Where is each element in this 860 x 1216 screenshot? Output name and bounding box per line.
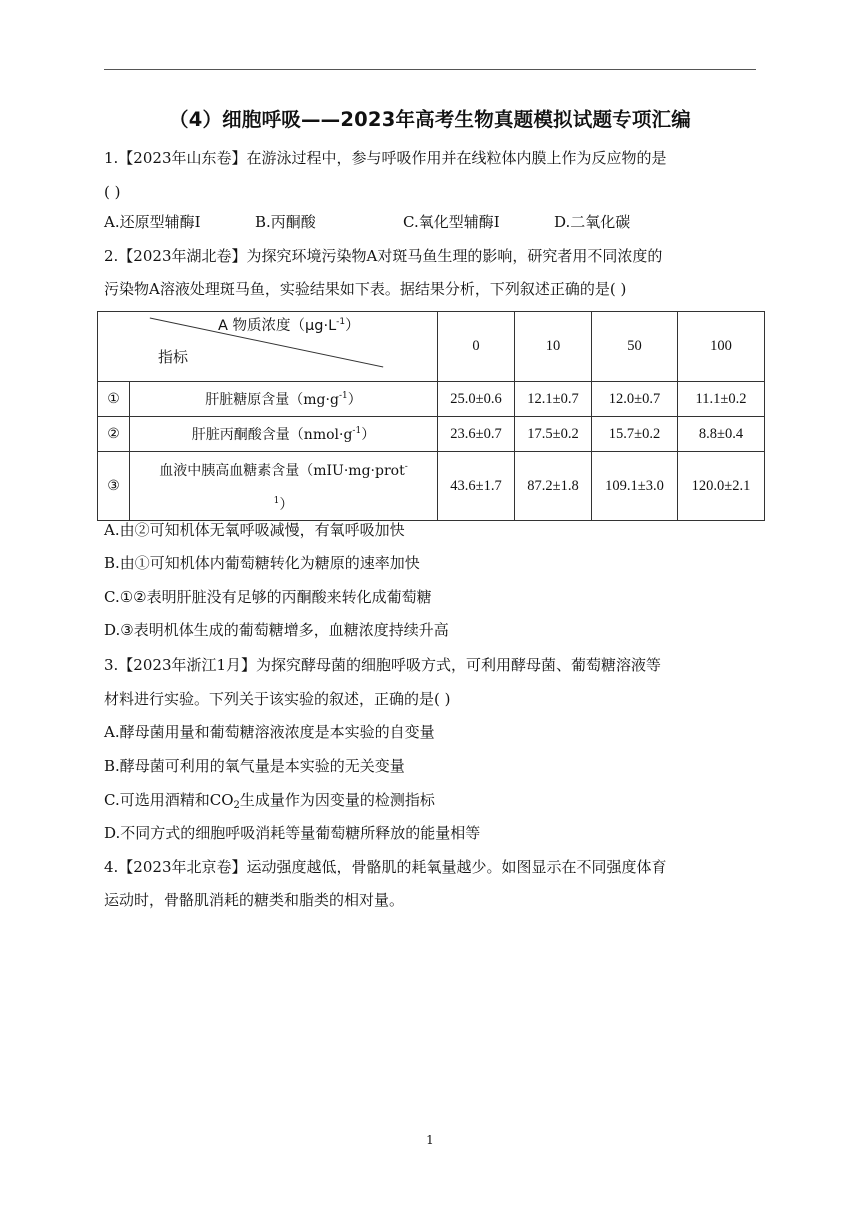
table-diagonal-header	[98, 312, 438, 382]
table-cell: 23.6±0.7	[438, 417, 515, 452]
q3-option-b[interactable]: B.酵母菌可利用的氧气量是本实验的无关变量	[104, 757, 405, 775]
q1-stem-line2: ( )	[104, 183, 121, 201]
q3-stem-line1: 3.【2023年浙江1月】为探究酵母菌的细胞呼吸方式，可利用酵母菌、葡萄糖溶液等	[104, 656, 662, 674]
header-concentration-label: A 物质浓度$(\mu g\cdot L^{-1})$	[218, 317, 360, 334]
column-header: 0	[438, 312, 515, 382]
table-cell: 120.0±2.1	[678, 452, 765, 521]
q2-stem-line2: 污染物A溶液处理斑马鱼，实验结果如下表。据结果分析，下列叙述正确的是( )	[104, 280, 627, 298]
page-title: （4）细胞呼吸——2023年高考生物真题模拟试题专项汇编	[169, 108, 691, 131]
table-cell: 109.1±3.0	[592, 452, 678, 521]
q3-option-a[interactable]: A.酵母菌用量和葡萄糖溶液浓度是本实验的自变量	[104, 723, 435, 741]
q4-stem-line2: 运动时，骨骼肌消耗的糖类和脂类的相对量。	[104, 891, 405, 909]
q1-stem-line1: 1.【2023年山东卷】在游泳过程中，参与呼吸作用并在线粒体内膜上作为反应物的是	[104, 149, 667, 167]
table-row	[98, 452, 765, 521]
table-cell: 43.6±1.7	[438, 452, 515, 521]
table-cell: 25.0±0.6	[438, 382, 515, 417]
column-header: 10	[515, 312, 592, 382]
data-table	[97, 311, 765, 521]
table-header-row	[98, 312, 765, 382]
row-label: 肝脏丙酮酸含量$(nmol\cdot g^{-1})$	[130, 417, 438, 452]
q2-option-a[interactable]: A.由②可知机体无氧呼吸减慢，有氧呼吸加快	[104, 521, 405, 539]
q1-option-a[interactable]: A.还原型辅酶Ⅰ	[104, 213, 201, 231]
table-cell: 11.1±0.2	[678, 382, 765, 417]
row-label: 血液中胰高血糖素含量（mIU·mg·prot- $^1$）	[130, 452, 438, 521]
header-indicator-label: 指标	[158, 348, 189, 366]
q1-option-b[interactable]: B.丙酮酸	[255, 213, 316, 231]
q1-option-d[interactable]: D.二氧化碳	[554, 213, 631, 231]
q2-option-d[interactable]: D.③表明机体生成的葡萄糖增多，血糖浓度持续升高	[104, 621, 449, 639]
column-header: 50	[592, 312, 678, 382]
q4-stem-line1: 4.【2023年北京卷】运动强度越低，骨骼肌的耗氧量越少。如图显示在不同强度体育	[104, 858, 667, 876]
column-header: 100	[678, 312, 765, 382]
table-cell: 15.7±0.2	[592, 417, 678, 452]
page-number: 1	[426, 1133, 434, 1147]
row-label: 肝脏糖原含量$(mg\cdot g^{-1})$	[130, 382, 438, 417]
table-cell: 17.5±0.2	[515, 417, 592, 452]
q1-option-c[interactable]: C.氧化型辅酶Ⅰ	[403, 213, 500, 231]
q2-stem-line1: 2.【2023年湖北卷】为探究环境污染物A对斑马鱼生理的影响，研究者用不同浓度的	[104, 247, 663, 265]
q2-option-b[interactable]: B.由①可知机体内葡萄糖转化为糖原的速率加快	[104, 554, 420, 572]
table-cell: 87.2±1.8	[515, 452, 592, 521]
table-row	[98, 382, 765, 417]
q2-option-c[interactable]: C.①②表明肝脏没有足够的丙酮酸来转化成葡萄糖	[104, 588, 432, 606]
row-number: ③	[98, 452, 130, 521]
q3-option-c[interactable]: C.可选用酒精和$CO_2$生成量作为因变量的检测指标	[104, 791, 435, 811]
row-number: ②	[98, 417, 130, 452]
q3-option-d[interactable]: D.不同方式的细胞呼吸消耗等量葡萄糖所释放的能量相等	[104, 824, 481, 842]
table-cell: 12.1±0.7	[515, 382, 592, 417]
table-row	[98, 417, 765, 452]
q3-stem-line2: 材料进行实验。下列关于该实验的叙述，正确的是( )	[104, 690, 451, 708]
row-number: ①	[98, 382, 130, 417]
header-rule	[104, 69, 756, 70]
table-cell: 12.0±0.7	[592, 382, 678, 417]
table-cell: 8.8±0.4	[678, 417, 765, 452]
